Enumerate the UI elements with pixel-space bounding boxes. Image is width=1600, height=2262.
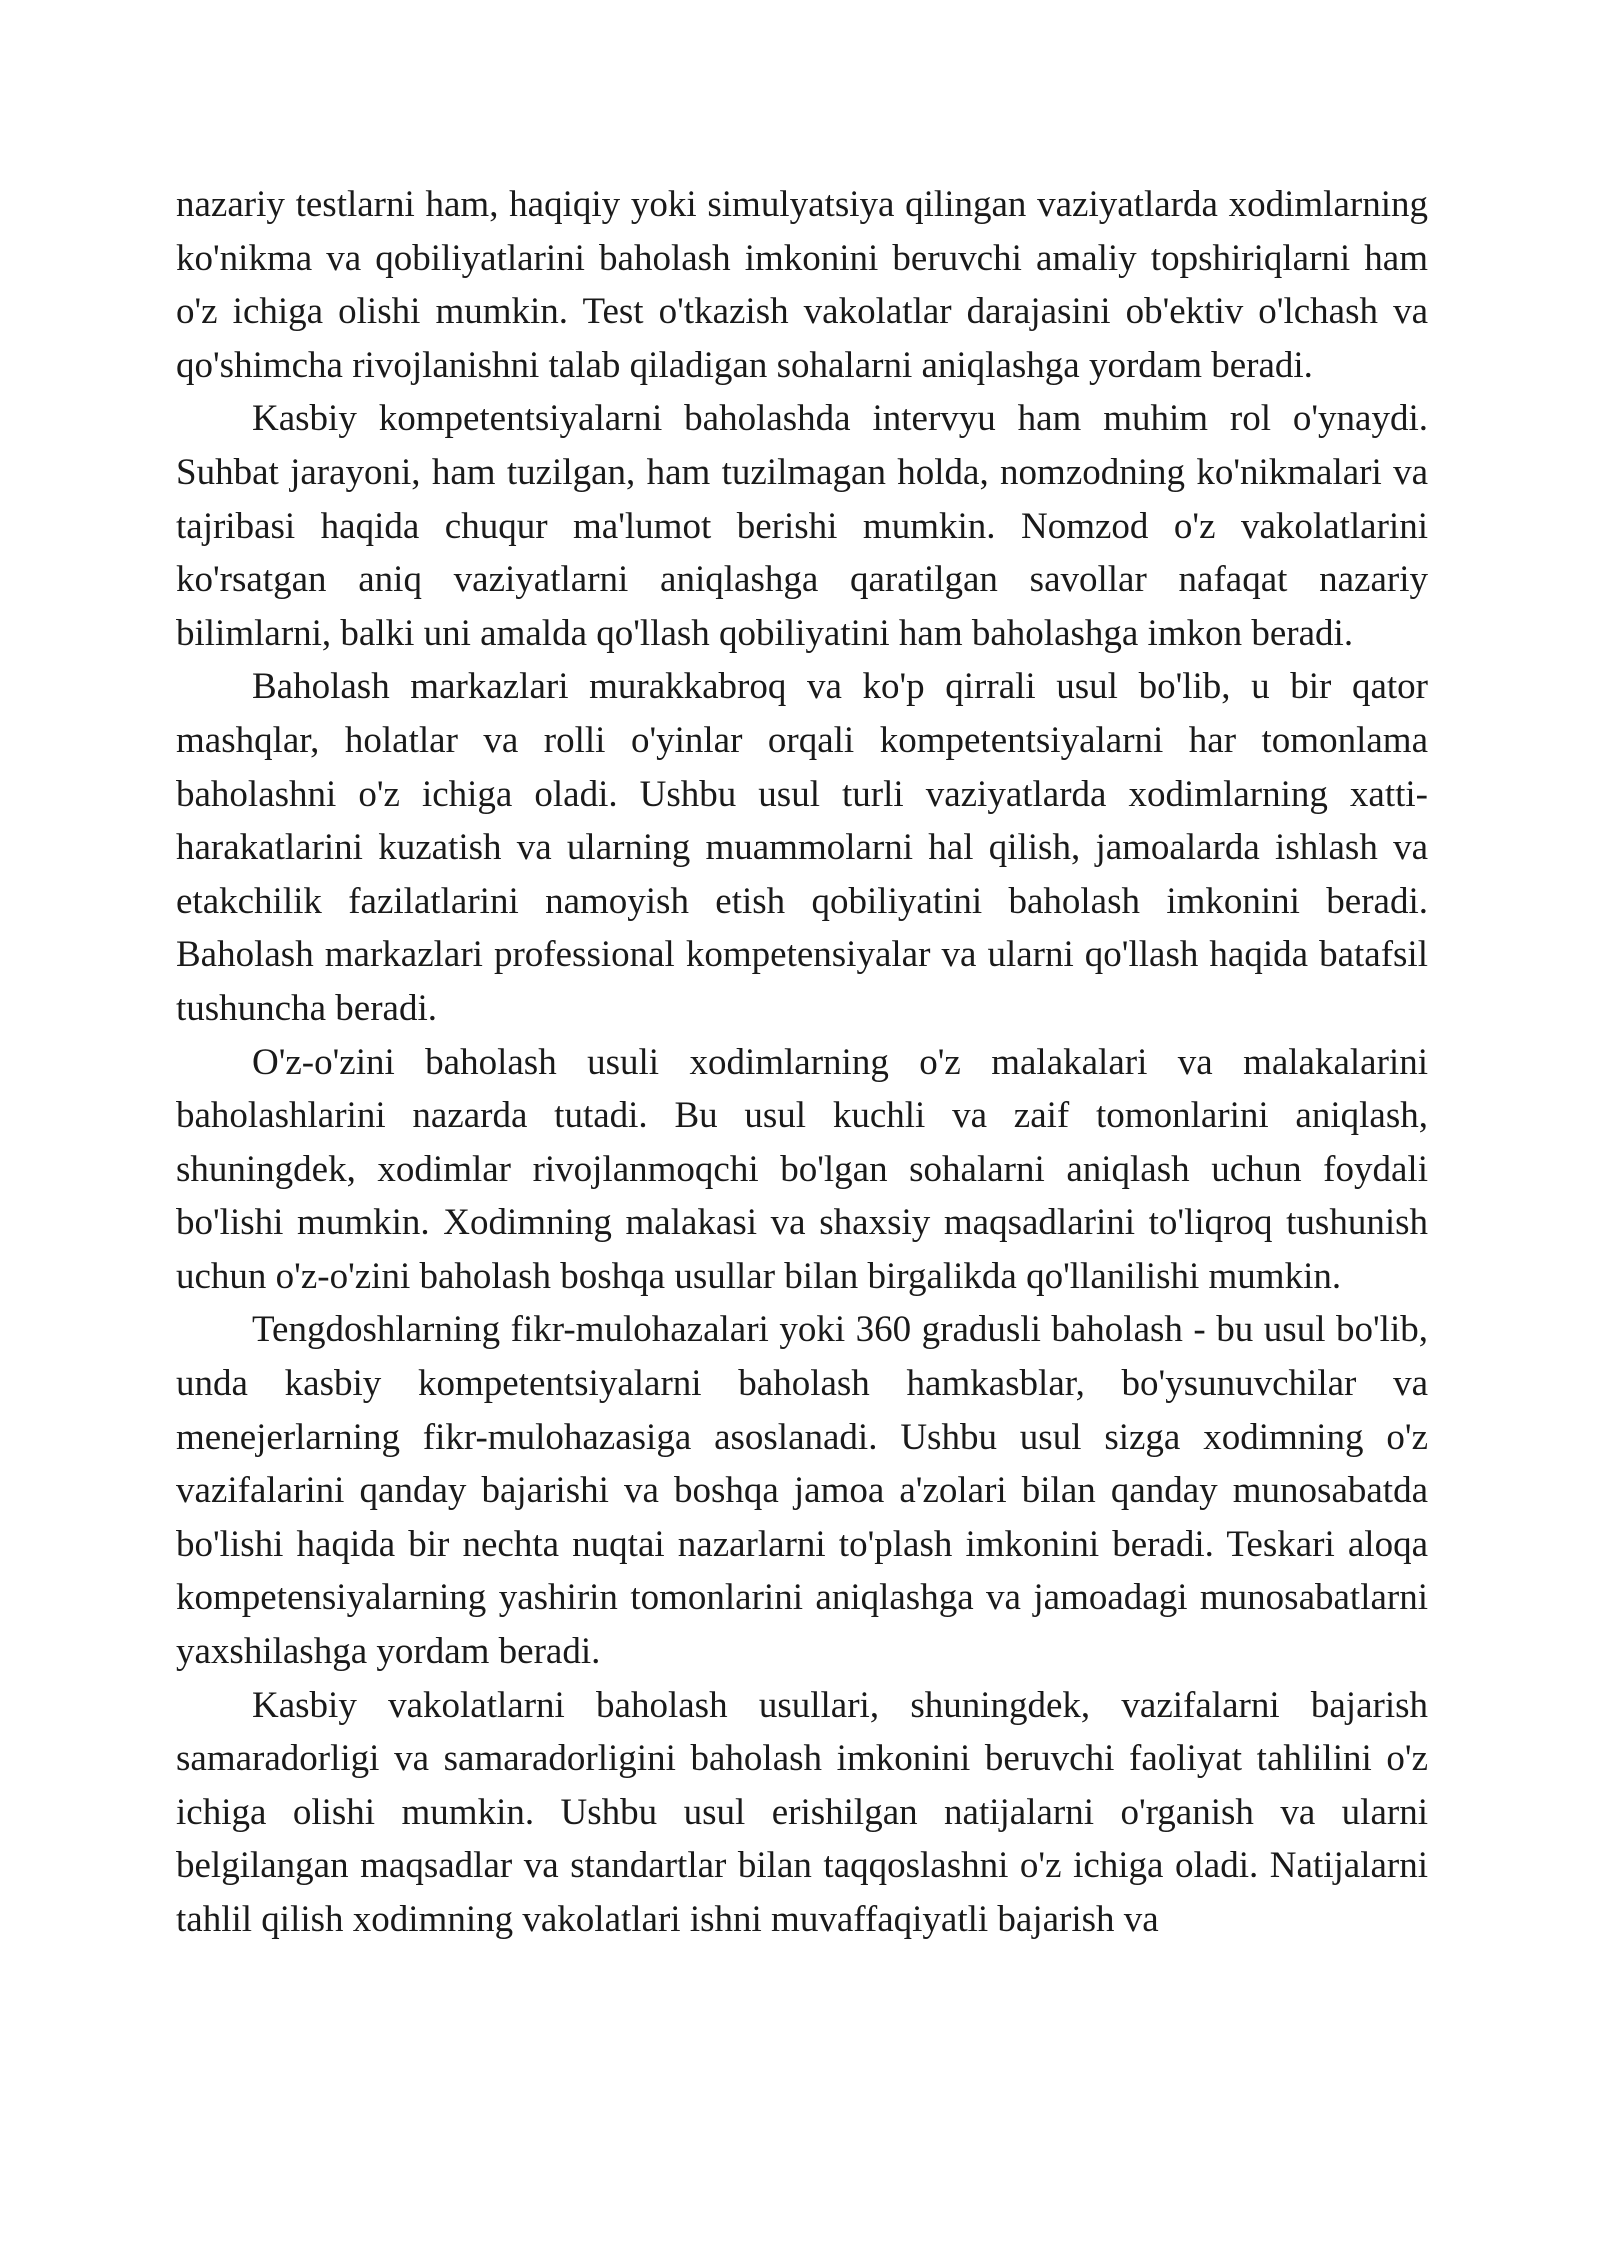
paragraph-continuation: nazariy testlarni ham, haqiqiy yoki simulyatsiya qilingan vaziyatlarda xodimlarning ko'nikma va qobiliyatlarini baholash imkonini beruvchi amaliy topshiriqlarni ham o'z ichiga olishi mumkin. Test o'tkazish vakolatlar darajasini ob'ektiv o'lchash va qo'shimcha rivojlanishni talab qiladigan sohalarni aniqlashga yordam beradi. xyxy=(176,184,1428,386)
paragraph-performance-analysis: Kasbiy vakolatlarni baholash usullari, shuningdek, vazifalarni bajarish samaradorligi va samaradorligini baholash imkonini beruvchi faoliyat tahlilini o'z ichiga olishi mumkin. Ushbu usul erishilgan natijalarni o'rganish va ularni belgilangan maqsadlar va standartlar bilan taqqoslashni o'z ichiga oladi. Natijalarni tahlil qilish xodimning vakolatlari ishni muvaffaqiyatli bajarish va xyxy=(176,1684,1428,1940)
document-page xyxy=(176,178,1428,1947)
paragraph-assessment-centers: Baholash markazlari murakkabroq va ko'p qirrali usul bo'lib, u bir qator mashqlar, holatlar va rolli o'yinlar orqali kompetentsiyalarni har tomonlama baholashni o'z ichiga oladi. Ushbu usul turli vaziyatlarda xodimlarning xatti-harakatlarini kuzatish va ularning muammolarni hal qilish, jamoalarda ishlash va etakchilik fazilatlarini namoyish etish qobiliyatini baholash imkonini beradi. Baholash markazlari professional kompetensiyalar va ularni qo'llash haqida batafsil tushuncha beradi. xyxy=(176,666,1428,1029)
paragraph-interview: Kasbiy kompetentsiyalarni baholashda intervyu ham muhim rol o'ynaydi. Suhbat jarayoni, ham tuzilgan, ham tuzilmagan holda, nomzodning ko'nikmalari va tajribasi haqida chuqur ma'lumot berishi mumkin. Nomzod o'z vakolatlarini ko'rsatgan aniq vaziyatlarni aniqlashga qaratilgan savollar nafaqat nazariy bilimlarni, balki uni amalda qo'llash qobiliyatini ham baholashga imkon beradi. xyxy=(176,398,1428,654)
paragraph-peer-feedback: Tengdoshlarning fikr-mulohazalari yoki 360 gradusli baholash - bu usul bo'lib, unda kasbiy kompetentsiyalarni baholash hamkasblar, bo'ysunuvchilar va menejerlarning fikr-mulohazasiga asoslanadi. Ushbu usul sizga xodimning o'z vazifalarini qanday bajarishi va boshqa jamoa a'zolari bilan qanday munosabatda bo'lishi haqida bir nechta nuqtai nazarlarni to'plash imkonini beradi. Teskari aloqa kompetensiyalarning yashirin tomonlarini aniqlashga va jamoadagi munosabatlarni yaxshilashga yordam beradi. xyxy=(176,1309,1428,1673)
paragraph-self-assessment: O'z-o'zini baholash usuli xodimlarning o'z malakalari va malakalarini baholashlarini nazarda tutadi. Bu usul kuchli va zaif tomonlarini aniqlash, shuningdek, xodimlar rivojlanmoqchi bo'lgan sohalarni aniqlash uchun foydali bo'lishi mumkin. Xodimning malakasi va shaxsiy maqsadlarini to'liqroq tushunish uchun o'z-o'zini baholash boshqa usullar bilan birgalikda qo'llanilishi mumkin. xyxy=(176,1041,1428,1297)
